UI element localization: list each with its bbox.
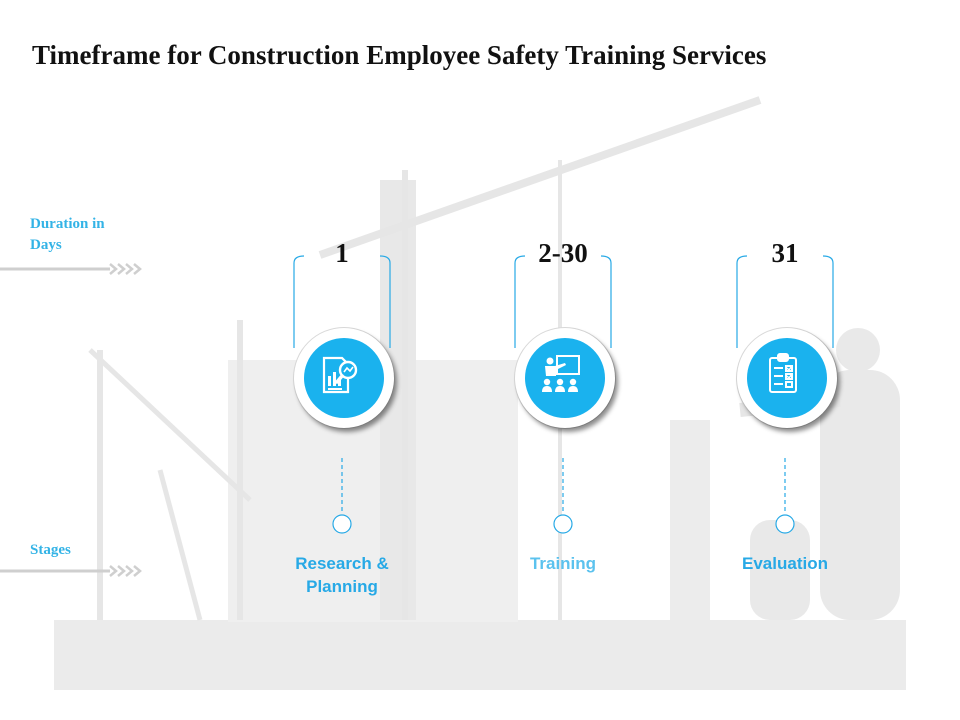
research-chart-magnifier-icon: [318, 352, 362, 396]
step-node-research: [294, 328, 394, 428]
stage-dot-3: [776, 515, 794, 533]
stage-dot-2: [554, 515, 572, 533]
clipboard-checklist-icon: [761, 352, 805, 396]
duration-value-1: 1: [335, 238, 349, 268]
page-title: Timeframe for Construction Employee Safety Training Services: [32, 40, 767, 70]
stage-name-2: Training: [529, 554, 597, 573]
duration-value-2: 2-30: [538, 238, 588, 268]
presentation-trainer-icon: [539, 352, 583, 396]
step-node-training: [515, 328, 615, 428]
duration-label: Duration in Days: [30, 216, 105, 253]
stage-name-1: Research & Planning: [295, 554, 389, 596]
stage-dot-1: [333, 515, 351, 533]
duration-value-3: 31: [771, 238, 799, 268]
stage-name-3: Evaluation: [742, 554, 828, 573]
stages-label: Stages: [30, 542, 71, 558]
step-node-evaluation: [737, 328, 837, 428]
